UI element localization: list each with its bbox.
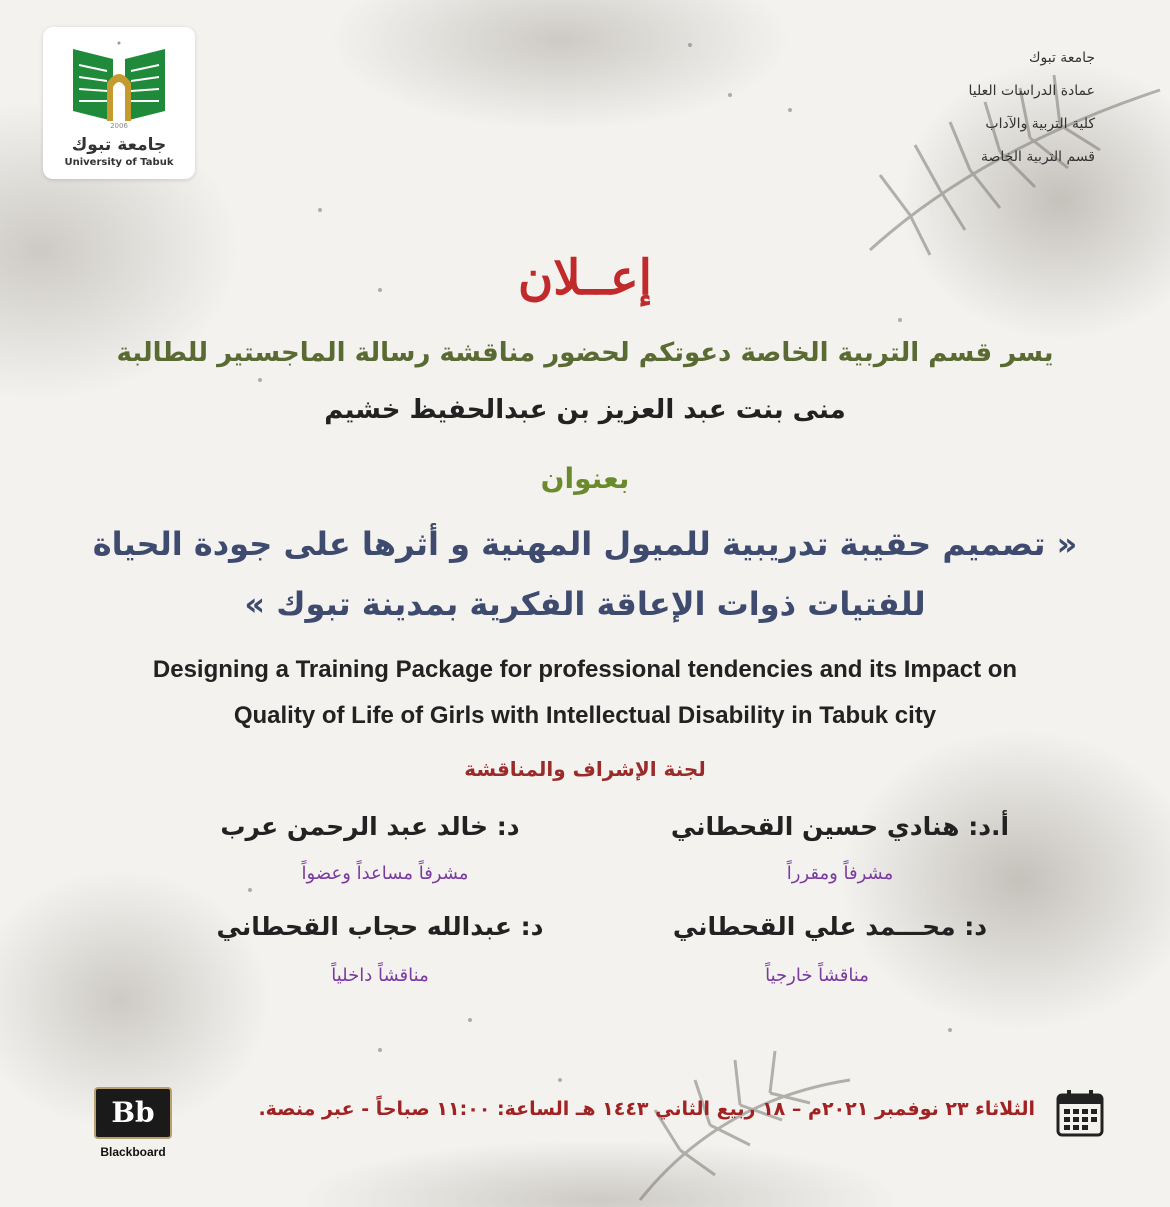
header-department: قسم التربية الخاصة <box>981 149 1095 165</box>
member-name: د: محـــمد علي القحطاني <box>672 912 988 941</box>
invitation-text: يسر قسم التربية الخاصة دعوتكم لحضور مناقشة رسالة الماجستير للطالبة <box>116 338 1054 368</box>
blackboard-logo <box>94 1087 174 1159</box>
committee-heading: لجنة الإشراف والمناقشة <box>464 757 706 781</box>
member-name: د: عبدالله حجاب القحطاني <box>216 912 544 941</box>
thesis-title-arabic-line-1: « تصميم حقيبة تدريبية للميول المهنية و أثرها على جودة الحياة <box>92 525 1078 563</box>
calendar-icon <box>1055 1088 1105 1138</box>
member-role: مناقشاً خارجياً <box>765 965 869 986</box>
university-logo <box>43 27 195 179</box>
logo-arabic-name: جامعة تبوك <box>71 135 167 155</box>
logo-english-name: University of Tabuk <box>64 157 174 168</box>
thesis-title-english-line-2: Quality of Life of Girls with Intellectual Disability in Tabuk city <box>233 702 937 729</box>
entitled-label: بعنوان <box>540 462 630 495</box>
university-emblem-icon <box>67 35 171 125</box>
header-deanship: عمادة الدراسات العليا <box>968 83 1095 99</box>
member-role: مشرفاً ومقرراً <box>786 863 894 884</box>
institution-header <box>968 42 1095 174</box>
member-name: أ.د: هنادي حسين القحطاني <box>670 812 1010 841</box>
blackboard-label: Blackboard <box>100 1145 166 1159</box>
header-university: جامعة تبوك <box>1028 50 1095 66</box>
logo-year: 2006 <box>110 122 128 130</box>
header-college: كلية التربية والآداب <box>985 116 1095 132</box>
thesis-title-arabic-line-2: للفتيات ذوات الإعاقة الفكرية بمدينة تبوك » <box>244 585 926 623</box>
member-name: د: خالد عبد الرحمن عرب <box>220 812 520 841</box>
student-name: منى بنت عبد العزيز بن عبدالحفيظ خشيم <box>324 395 846 425</box>
member-role: مشرفاً مساعداً وعضواً <box>301 863 469 884</box>
blackboard-icon: Bb <box>94 1087 172 1139</box>
event-datetime: الثلاثاء ٢٣ نوفمبر ٢٠٢١م – ١٨ ربيع الثاني ١٤٤٣ هـ الساعة: ١١:٠٠ صباحاً - عبر منصة. <box>258 1098 1035 1120</box>
thesis-title-english-line-1: Designing a Training Package for professional tendencies and its Impact on <box>152 656 1018 683</box>
announcement-title: إعــلان <box>518 250 652 306</box>
member-role: مناقشاً داخلياً <box>331 965 429 986</box>
